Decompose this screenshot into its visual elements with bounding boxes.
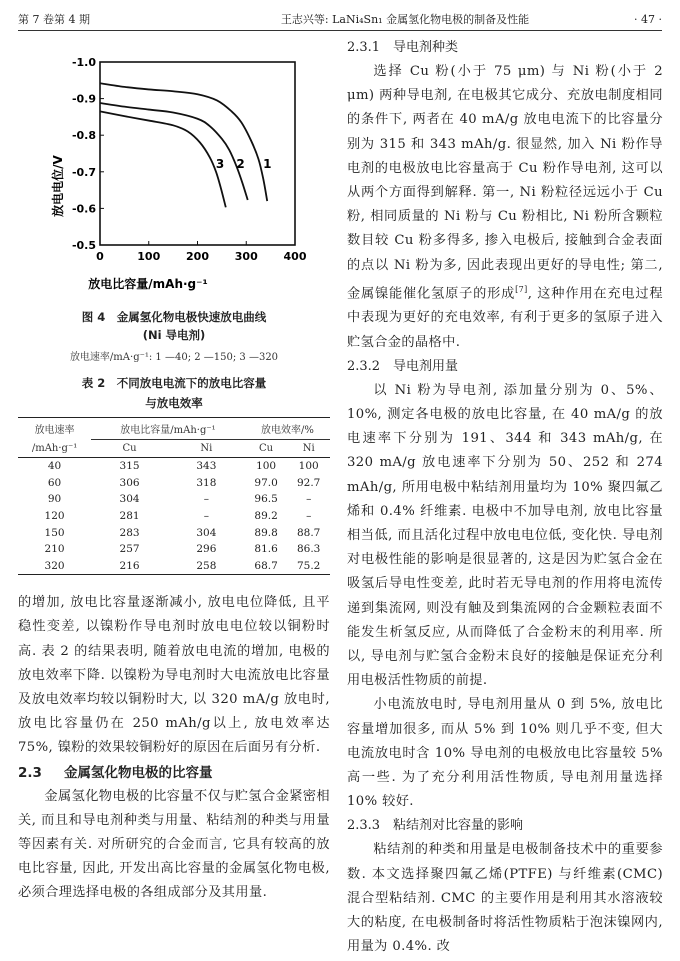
- table-row: [18, 541, 330, 558]
- table-cell: 68.7: [254, 559, 278, 572]
- y-tick-label: -1.0: [71, 56, 96, 69]
- x-axis-label: 放电比容量/mAh·g⁻¹: [88, 277, 208, 291]
- subsection-title: 导电剂种类: [393, 40, 459, 55]
- table-cell: 304: [196, 526, 217, 539]
- right-column: [347, 36, 663, 960]
- section-heading-2-3: [18, 761, 330, 785]
- page-header: [18, 8, 662, 31]
- table-cell: 97.0: [254, 476, 278, 489]
- table-cell: –: [203, 493, 209, 506]
- subsection-heading-2-3-2: [347, 355, 663, 379]
- subsection-heading-2-3-1: [347, 36, 663, 60]
- paragraph: 金属氢化物电极的比容量不仅与贮氢合金紧密相关, 而且和导电剂种类与用量、粘结剂的种类与用量等因素有关. 对所研究的合金而言, 它具有较高的放电比容量, 因此, 开发出高比容量的金属氢化物电极, 必须合理选择电极的各组成部分及其用量.: [18, 788, 330, 901]
- sub-header-cap-cu: Cu: [122, 443, 137, 454]
- section-number: 2.3: [18, 764, 42, 781]
- table-row: [18, 508, 330, 525]
- left-body-text: [18, 591, 330, 905]
- table-cell: 88.7: [296, 526, 321, 539]
- paragraph: 的增加, 放电比容量逐渐减小, 放电电位降低, 且平稳性变差, 以镍粉作导电剂时放电电位较以铜粉时高. 表 2 的结果表明, 随着放电电流的增加, 电极的放电效率下降. 以镍粉为导电剂时大电流放电比容量及放电效率均较以铜粉时大, 以 320 mA/g 放电时, 放电比容量仍在 250 mAh/g以上, 放电效率达 75%, 镍粉的效果较铜粉好的原因在后面另有分析.: [18, 595, 330, 756]
- table-cell: –: [203, 510, 209, 523]
- subsection-title: 粘结剂对比容量的影响: [393, 818, 524, 834]
- citation-ref[interactable]: [7]: [515, 284, 528, 294]
- y-tick-label: -0.7: [71, 165, 96, 179]
- table-caption-line2: 与放电效率: [145, 396, 203, 410]
- table-cell: 210: [44, 543, 65, 556]
- subsection-heading-2-3-3: [347, 814, 663, 838]
- figure-note: 放电速率/mA·g⁻¹: 1 —40; 2 —150; 3 —320: [69, 352, 279, 363]
- paragraph: 小电流放电时, 导电剂用量从 0 到 5%, 放电比容量增加很多, 而从 5% 到 10% 则几乎不变, 但大电流放电时含 10% 导电剂的电极放电比容量较 5% 高一些. 为了充分利用活性物质, 导电剂用量选择 10% 较好.: [347, 697, 663, 810]
- series-label-3: 3: [215, 157, 225, 172]
- journal-volume-issue: 第 7 卷第 4 期: [18, 13, 90, 26]
- table-cell: 320: [44, 559, 65, 572]
- x-tick-label: 300: [234, 250, 258, 263]
- table-cell: 96.5: [254, 493, 278, 506]
- x-tick-label: 100: [137, 250, 161, 263]
- table-cell: 304: [119, 493, 140, 506]
- paragraph: 以 Ni 粉为导电剂, 添加量分别为 0、5%、10%, 测定各电极的放电比容量, 在 40 mA/g 的放电速率下分别为 191、344 和 343 mAh/g, 在 320 mA/g 放电速率下分别为 50、252 和 274 mAh/g, 所用电极中粘结剂用量均为 10% 聚四氟乙烯和 0.4% 纤维素. 电极中不加导电剂, 放电比容量相当低, 而且活化过程中放电电位低, 变化快. 导电剂对电极性能的影响是很显著的, 这是因为贮氢合金在吸氢后导电性变差, 此时若无导电剂的作用将电流传递到集流网, 则没有触及到集流网的合金颗粒表面不能发生析氢反应, 从而降低了合金粉末的利用率. 所以, 导电剂与贮氢合金粉末良好的接触是保证充分利用电极活性物质的前提.: [347, 382, 663, 689]
- table-cell: 296: [196, 543, 217, 556]
- table-cell: 318: [196, 476, 217, 489]
- figure-caption-line2: (Ni 导电剂): [142, 328, 206, 342]
- page-number: · 47 ·: [634, 12, 662, 26]
- table-row: [18, 524, 330, 541]
- table-cell: 86.3: [296, 543, 321, 556]
- subsection-number: 2.3.3: [347, 818, 381, 834]
- subsection-number: 2.3.1: [347, 40, 381, 55]
- table-cell: 100: [256, 460, 277, 473]
- series-label-1: 1: [263, 157, 272, 172]
- table-cell: 89.2: [254, 510, 278, 523]
- sub-header-cap-ni: Ni: [200, 443, 213, 454]
- header-rate-line1: 放电速率: [34, 425, 75, 437]
- y-tick-label: -0.6: [71, 202, 96, 216]
- table-cell: 315: [119, 460, 140, 473]
- y-axis-label: 放电电位/V: [51, 155, 65, 217]
- y-tick-label: -0.8: [71, 129, 96, 143]
- table-cell: 283: [119, 526, 140, 539]
- table-cell: 75.2: [296, 559, 321, 572]
- sub-header-eff-cu: Cu: [259, 443, 274, 454]
- table-cell: 343: [196, 460, 217, 473]
- table-2: [18, 417, 330, 575]
- header-rate-line2: /mAh·g⁻¹: [31, 442, 78, 454]
- sub-header-eff-ni: Ni: [302, 443, 315, 454]
- table-cell: 120: [44, 510, 65, 523]
- table-row: [18, 475, 330, 492]
- table-row: [18, 558, 330, 575]
- table-row: [18, 458, 330, 475]
- table-cell: –: [306, 510, 312, 523]
- table-cell: 60: [47, 476, 62, 489]
- section-title: 金属氢化物电极的比容量: [64, 764, 213, 781]
- table-cell: 258: [196, 559, 217, 572]
- table-cell: 306: [119, 476, 140, 489]
- paragraph: 粘结剂的种类和用量是电极制备技术中的重要参数. 本文选择聚四氟乙烯(PTFE) 与纤维素(CMC) 混合型粘结剂. CMC 的主要作用是利用其水溶液较大的粘度, 在电极制备时将活性物质粘于泡沫镍网内, 用量为 0.4%. 改: [347, 842, 663, 955]
- series-line-3: [100, 111, 226, 207]
- table-caption: [18, 373, 330, 413]
- subsection-title: 导电剂用量: [393, 358, 459, 374]
- table-cell: 257: [119, 543, 140, 556]
- y-tick-label: -0.5: [71, 239, 96, 252]
- x-tick-label: 0: [96, 250, 104, 263]
- table-cell: 216: [119, 559, 140, 572]
- table-cell: –: [306, 493, 312, 506]
- figure-caption: [18, 308, 330, 344]
- series-line-2: [100, 103, 248, 200]
- table-cell: 89.8: [254, 526, 278, 539]
- table-row: [18, 491, 330, 508]
- paragraph-text: 选择 Cu 粉(小于 75 μm) 与 Ni 粉(小于 2 μm) 两种导电剂, 在电极其它成分、充放电制度相同的条件下, 两者在 40 mA/g 放电电流下的比容量分别为 315 和 343 mAh/g. 很显然, 加入 Ni 粉作导电剂的电极放电比容量高于 Cu 粉作导电剂, 这可以从两个方面得到解释. 第一, Ni 粉粒径远远小于 Cu 粉, 相同质量的 Ni 粉与 Cu 粉相比, Ni 粉所含颗粒数目较 Cu 粉多得多, 掺入电极后, 接触到合金表面的点以 Ni 粉为多, 因此表现出更好的导电性; 第二, 金属镍能催化氢原子的形成: [347, 64, 663, 302]
- y-tick-label: -0.9: [71, 92, 96, 106]
- header-capacity: 放电比容量/mAh·g⁻¹: [91, 418, 245, 440]
- paragraph: [347, 60, 663, 355]
- figure-caption-line1: 图 4 金属氢化物电极快速放电曲线: [81, 310, 267, 324]
- x-tick-label: 200: [186, 250, 209, 263]
- table-cell: 100: [298, 460, 319, 473]
- table-cell: 150: [44, 526, 65, 539]
- figure-4-chart: [18, 36, 330, 298]
- table-caption-line1: 表 2 不同放电电流下的放电比容量: [81, 376, 267, 390]
- header-efficiency: 放电效率/%: [245, 418, 330, 440]
- series-label-2: 2: [236, 157, 245, 172]
- subsection-number: 2.3.2: [347, 358, 381, 374]
- left-column: [18, 36, 330, 906]
- paragraph-text: , 这种作用在充电过程中表现为更好的充电效率, 有利于更多的氢原子进入贮氢合金的晶格中.: [347, 286, 663, 350]
- table-cell: 81.6: [254, 543, 278, 556]
- table-cell: 92.7: [296, 476, 321, 489]
- plot-frame: [100, 62, 295, 245]
- table-cell: 40: [47, 460, 62, 473]
- running-title: 王志兴等: LaNi₄Sn₁ 金属氢化物电极的制备及性能: [280, 13, 530, 26]
- x-tick-label: 400: [283, 250, 307, 263]
- table-cell: 90: [47, 493, 62, 506]
- table-cell: 281: [119, 510, 140, 523]
- discharge-curve-chart: [18, 36, 330, 298]
